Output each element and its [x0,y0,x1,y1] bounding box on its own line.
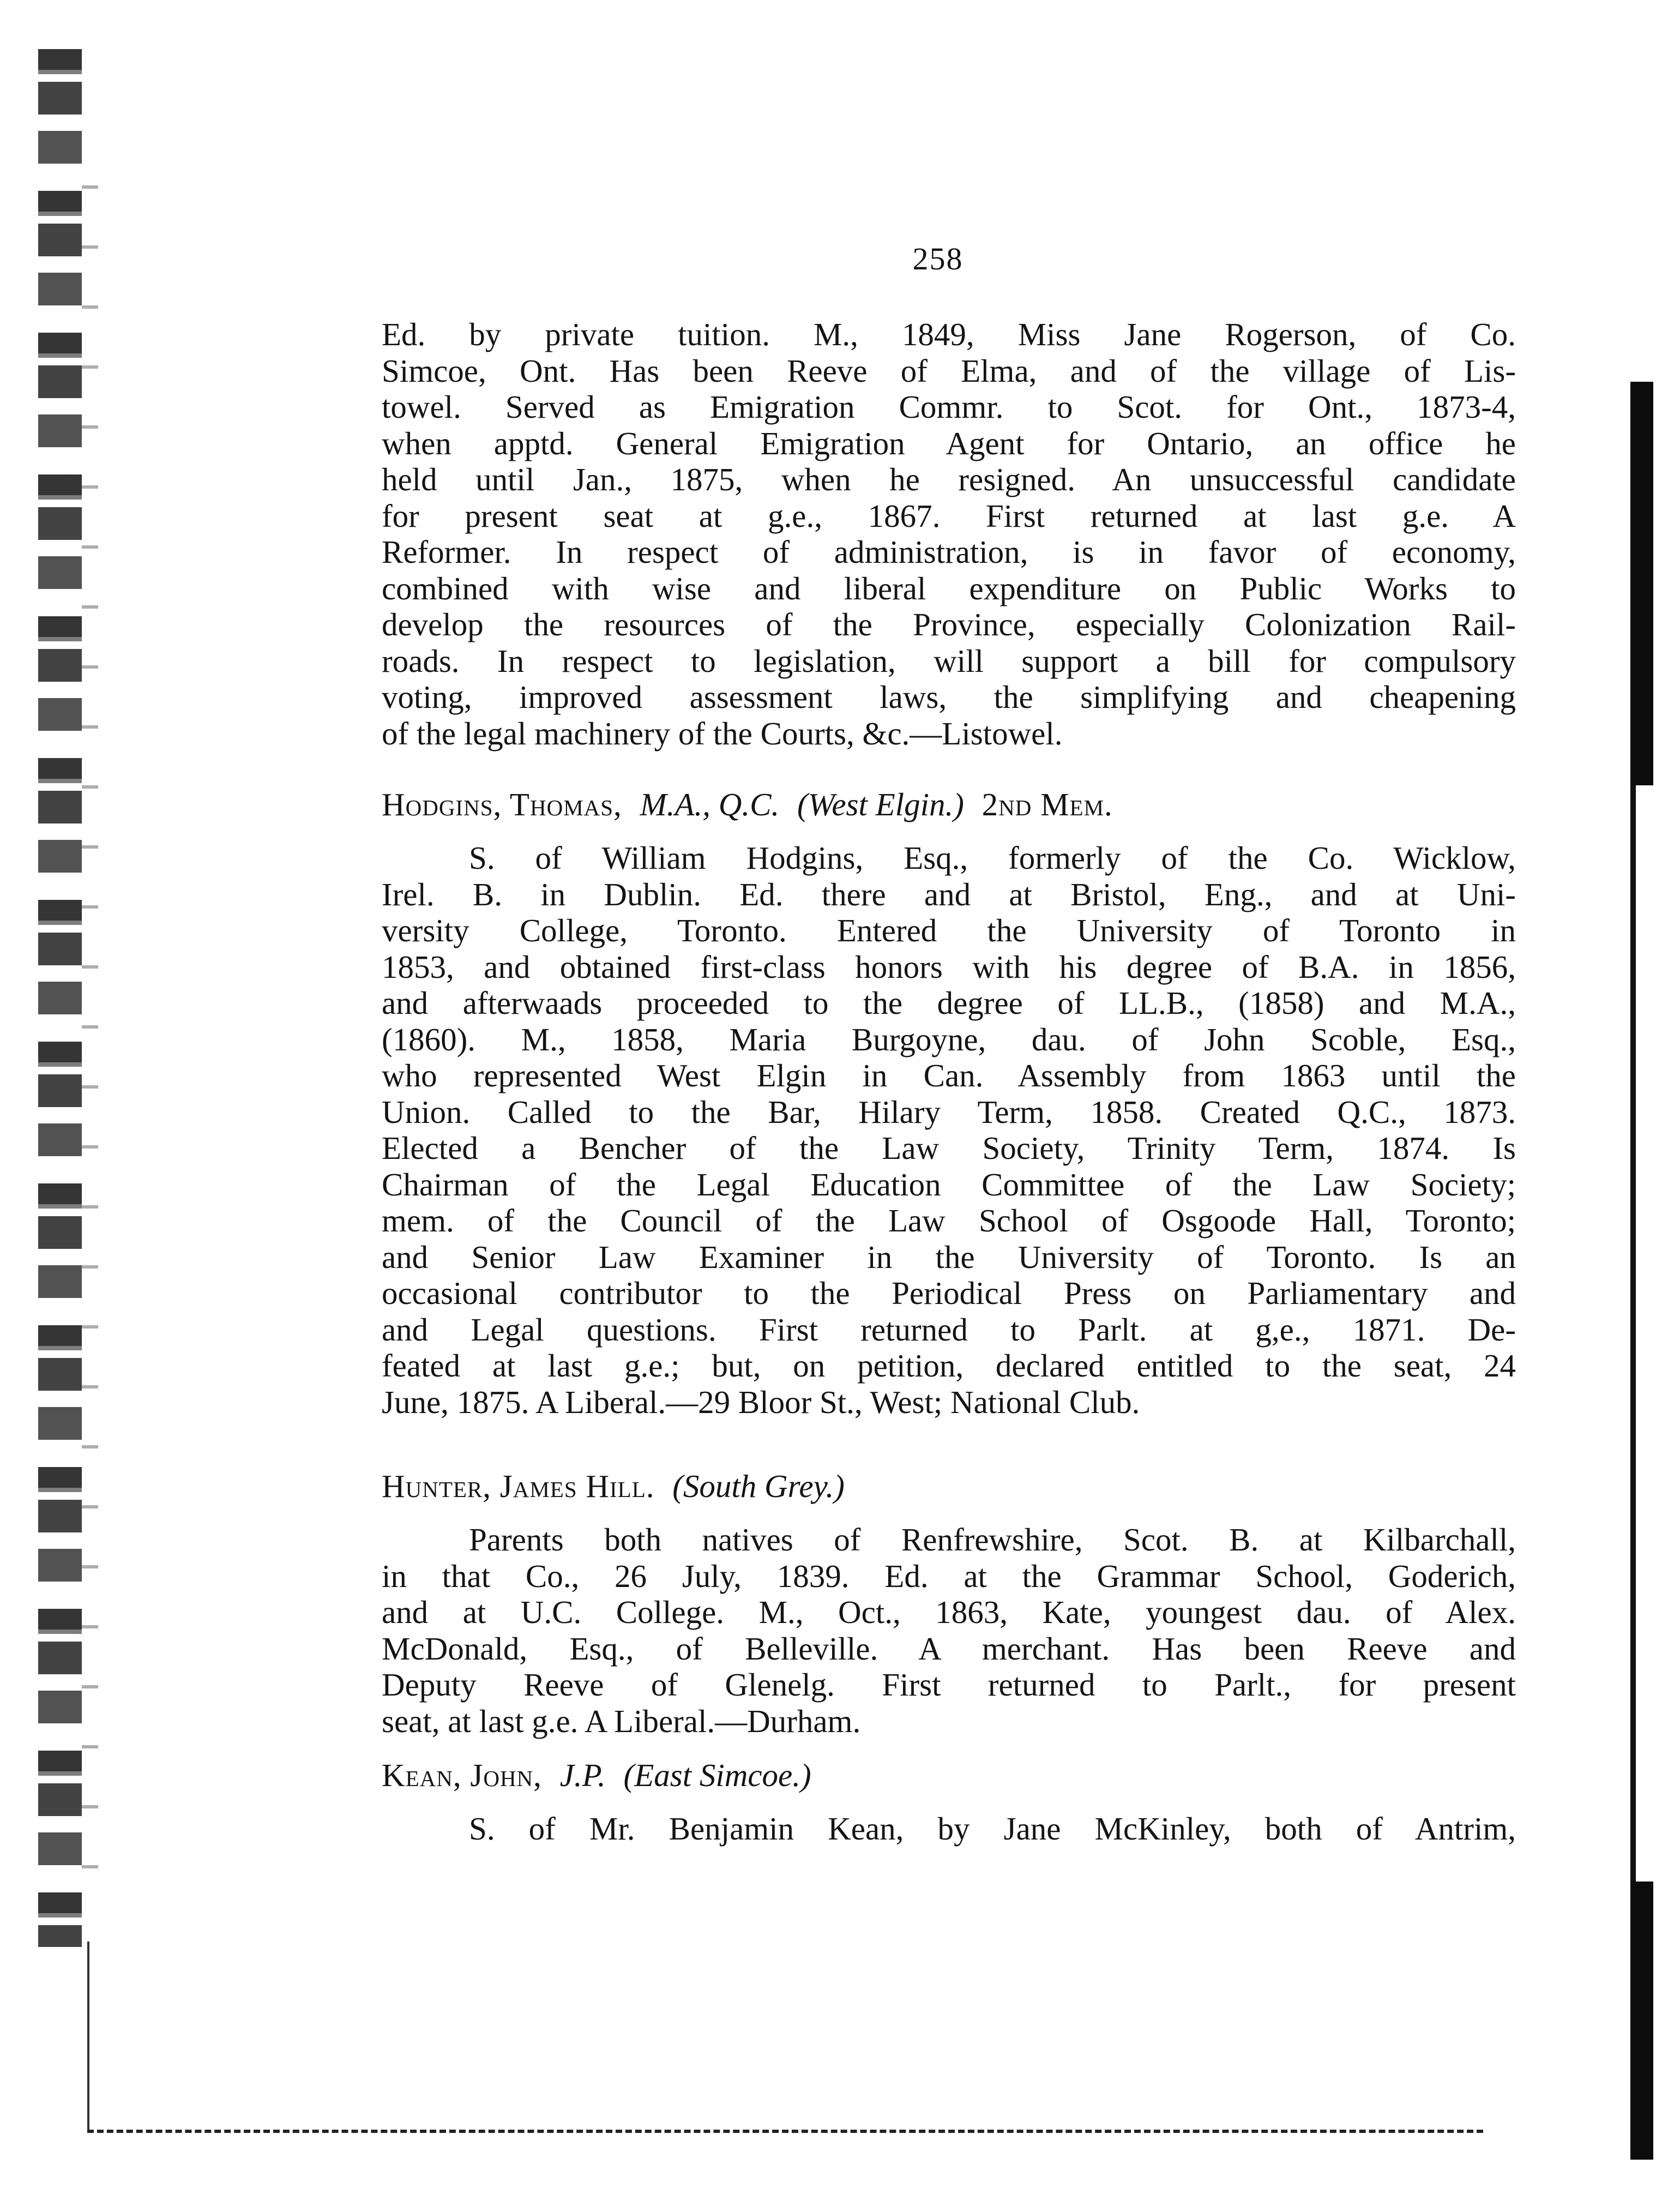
text-line: S. of William Hodgins, Esq., formerly of the Co. Wicklow, [469,840,1516,876]
scan-rule-bottom [87,2130,1483,2133]
member-constituency: (South Grey.) [672,1468,845,1504]
scan-edge-left-speckle [82,164,98,1909]
text-line: seat, at last g.e. A Liberal.—Durham. [382,1703,861,1739]
text-line: towel. Served as Emigration Commr. to Scot. for Ont., 1873-4, [382,389,1516,425]
text-line: versity College, Toronto. Entered the University of Toronto in [382,912,1516,948]
entry-heading-kean [382,1756,811,1794]
member-titles: J.P. [559,1757,606,1793]
text-line: Elected a Bencher of the Law Society, Trinity Term, 1874. Is [382,1130,1516,1166]
text-line: Parents both natives of Renfrewshire, Scot. B. at Kilbarchall, [469,1522,1516,1558]
text-line: and Senior Law Examiner in the University of Toronto. Is an [382,1239,1516,1275]
text-line: when apptd. General Emigration Agent for Ontario, an office he [382,425,1516,461]
entry-heading-hodgins [382,785,1113,824]
entry-body-hunter [382,1522,1516,1739]
text-line: McDonald, Esq., of Belleville. A merchant. Has been Reeve and [382,1630,1516,1667]
text-line: in that Co., 26 July, 1839. Ed. at the Grammar School, Goderich, [382,1558,1516,1594]
scan-rule-left [87,1941,89,2130]
text-line: Ed. by private tuition. M., 1849, Miss Jane Rogerson, of Co. [382,316,1516,352]
text-line: and Legal questions. First returned to Parlt. at g,e., 1871. De- [382,1311,1516,1348]
text-line: feated at last g.e.; but, on petition, declared entitled to the seat, 24 [382,1348,1516,1384]
text-line: of the legal machinery of the Courts, &c.—Listowel. [382,715,1063,752]
entry-body-kean [382,1811,1516,1847]
member-constituency: (East Simcoe.) [623,1757,811,1793]
text-line: Union. Called to the Bar, Hilary Term, 1858. Created Q.C., 1873. [382,1093,1516,1130]
entry-continued-text [382,316,1516,752]
text-line: who represented West Elgin in Can. Assembly from 1863 until the [382,1057,1516,1093]
member-note: 2nd Mem. [981,786,1113,822]
text-line: S. of Mr. Benjamin Kean, by Jane McKinley, both of Antrim, [469,1811,1516,1847]
member-name: Hodgins, Thomas, [382,786,622,822]
text-line: roads. In respect to legislation, will support a bill for compulsory [382,642,1516,679]
text-line: voting, improved assessment laws, the simplifying and cheapening [382,679,1516,715]
text-line: mem. of the Council of the Law School of Osgoode Hall, Toronto; [382,1203,1516,1239]
page-number: 258 [912,241,964,276]
entry-heading-hunter [382,1467,845,1505]
text-line: and afterwaads proceeded to the degree of LL.B., (1858) and M.A., [382,985,1516,1021]
text-line: Irel. B. in Dublin. Ed. there and at Bristol, Eng., and at Uni- [382,876,1516,912]
scan-edge-right-gap [1630,785,1653,1882]
text-line: (1860). M., 1858, Maria Burgoyne, dau. of John Scoble, Esq., [382,1021,1516,1057]
text-line: Simcoe, Ont. Has been Reeve of Elma, and of the village of Lis- [382,352,1516,389]
scan-edge-left [38,49,82,1947]
text-line: for present seat at g.e., 1867. First returned at last g.e. A [382,497,1516,534]
member-titles: M.A., Q.C. [640,786,780,822]
entry-body-hodgins [382,840,1516,1420]
text-line: combined with wise and liberal expenditure on Public Works to [382,570,1516,606]
text-line: held until Jan., 1875, when he resigned. An unsuccessful candidate [382,461,1516,497]
text-line: occasional contributor to the Periodical Press on Parliamentary and [382,1275,1516,1311]
text-line: develop the resources of the Province, especially Colonization Rail- [382,606,1516,642]
member-name: Kean, John, [382,1757,542,1793]
text-line: Chairman of the Legal Education Committee of the Law Society; [382,1166,1516,1203]
text-line: June, 1875. A Liberal.—29 Bloor St., West; National Club. [382,1384,1140,1420]
member-name: Hunter, James Hill. [382,1468,655,1504]
text-line: Deputy Reeve of Glenelg. First returned to Parlt., for present [382,1667,1516,1703]
member-constituency: (West Elgin.) [797,786,964,822]
scan-edge-right-lower [1633,1882,1653,2160]
text-line: Reformer. In respect of administration, is in favor of economy, [382,534,1516,570]
text-line: and at U.C. College. M., Oct., 1863, Kate, youngest dau. of Alex. [382,1594,1516,1630]
text-line: 1853, and obtained first-class honors with his degree of B.A. in 1856, [382,948,1516,985]
